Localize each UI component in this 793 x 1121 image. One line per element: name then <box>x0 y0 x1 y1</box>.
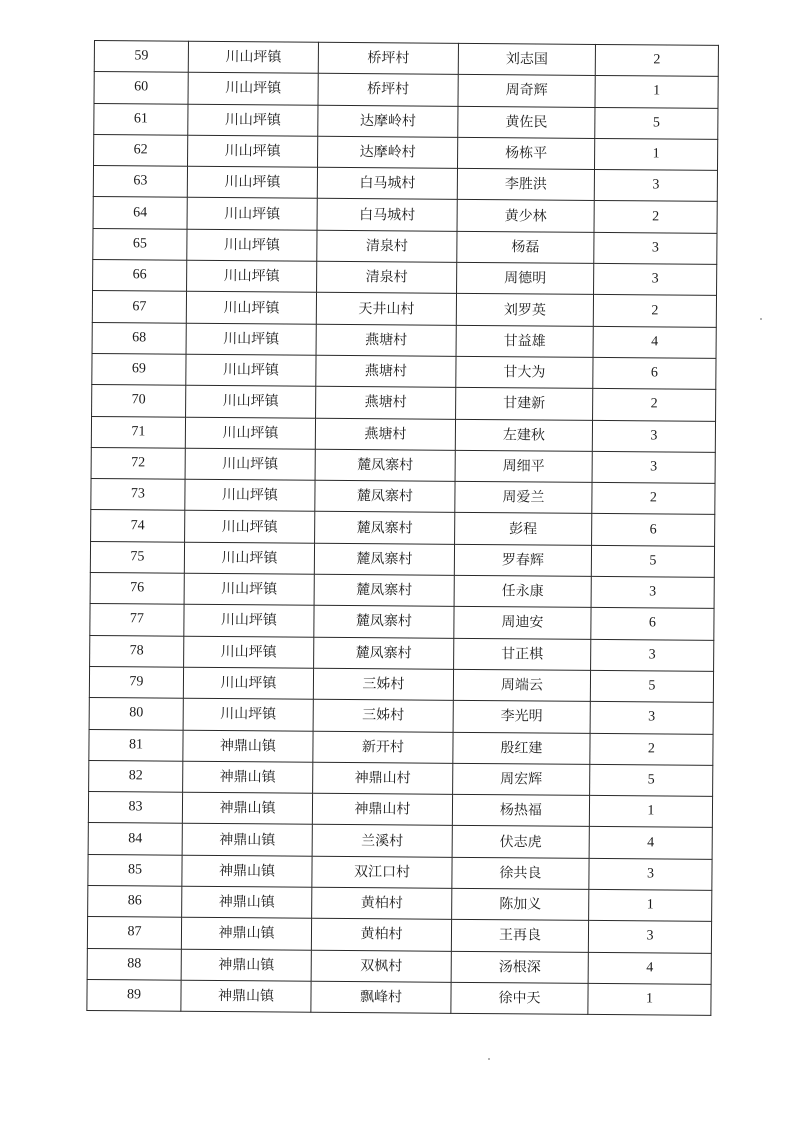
name-cell: 杨栋平 <box>458 137 595 169</box>
table-row <box>92 353 716 389</box>
table-row <box>93 260 717 296</box>
row-index: 78 <box>90 635 184 667</box>
name-cell: 周奇辉 <box>458 75 595 107</box>
village-cell: 麓凤寨村 <box>315 449 455 481</box>
row-index: 60 <box>94 72 188 104</box>
name-cell: 刘罗英 <box>456 294 593 326</box>
row-index: 64 <box>93 197 187 229</box>
town-cell: 神鼎山镇 <box>181 980 311 1012</box>
name-cell: 黄佐民 <box>458 106 595 138</box>
village-cell: 神鼎山村 <box>313 762 453 794</box>
town-cell: 神鼎山镇 <box>183 761 313 793</box>
row-index: 74 <box>91 510 185 542</box>
name-cell: 殷红建 <box>453 732 590 764</box>
table-row <box>91 510 715 546</box>
table-body <box>87 41 719 1016</box>
table-row <box>91 479 715 515</box>
row-index: 68 <box>92 322 186 354</box>
village-cell: 燕塘村 <box>316 387 456 419</box>
town-cell: 川山坪镇 <box>183 667 313 699</box>
town-cell: 川山坪镇 <box>186 385 316 417</box>
table-row <box>93 197 717 233</box>
town-cell: 川山坪镇 <box>184 573 314 605</box>
village-cell: 清泉村 <box>317 230 457 262</box>
village-cell: 飘峰村 <box>311 981 451 1013</box>
village-cell: 达摩岭村 <box>318 105 458 137</box>
town-cell: 川山坪镇 <box>184 636 314 668</box>
count-cell: 2 <box>593 389 716 421</box>
count-cell: 3 <box>588 921 711 953</box>
town-cell: 川山坪镇 <box>187 229 317 261</box>
town-cell: 神鼎山镇 <box>181 918 311 950</box>
town-cell: 川山坪镇 <box>186 323 316 355</box>
town-cell: 神鼎山镇 <box>182 824 312 856</box>
name-cell: 汤根深 <box>451 951 588 983</box>
count-cell: 6 <box>591 608 714 640</box>
row-index: 87 <box>87 917 181 949</box>
row-index: 66 <box>93 260 187 292</box>
row-index: 82 <box>89 760 183 792</box>
table-row <box>94 134 718 170</box>
count-cell: 5 <box>590 670 713 702</box>
row-index: 89 <box>87 979 181 1011</box>
table-row <box>89 760 713 796</box>
name-cell: 甘正棋 <box>454 638 591 670</box>
village-cell: 黄柏村 <box>311 919 451 951</box>
table-row <box>87 948 711 984</box>
count-cell: 1 <box>589 889 712 921</box>
table-row <box>89 698 713 734</box>
village-cell: 桥坪村 <box>318 42 458 74</box>
village-cell: 燕塘村 <box>316 324 456 356</box>
table-row <box>89 729 713 765</box>
town-cell: 川山坪镇 <box>186 354 316 386</box>
town-cell: 川山坪镇 <box>184 605 314 637</box>
table-row <box>87 979 711 1015</box>
count-cell: 3 <box>590 702 713 734</box>
row-index: 62 <box>94 134 188 166</box>
name-cell: 徐中天 <box>451 982 588 1014</box>
village-cell: 三姊村 <box>313 699 453 731</box>
count-cell: 2 <box>594 201 717 233</box>
name-cell: 王再良 <box>451 920 588 952</box>
row-index: 86 <box>88 885 182 917</box>
name-cell: 甘益雄 <box>456 325 593 357</box>
town-cell: 神鼎山镇 <box>183 730 313 762</box>
count-cell: 1 <box>588 983 711 1015</box>
village-cell: 双枫村 <box>311 950 451 982</box>
village-cell: 神鼎山村 <box>312 793 452 825</box>
town-cell: 川山坪镇 <box>183 698 313 730</box>
scan-speck <box>488 1058 490 1060</box>
count-cell: 2 <box>590 733 713 765</box>
table-row <box>89 666 713 702</box>
count-cell: 3 <box>591 576 714 608</box>
count-cell: 5 <box>591 545 714 577</box>
row-index: 71 <box>91 416 185 448</box>
town-cell: 川山坪镇 <box>187 198 317 230</box>
name-cell: 周爱兰 <box>455 482 592 514</box>
beneficiary-table <box>86 40 719 1016</box>
count-cell: 2 <box>595 44 718 76</box>
town-cell: 神鼎山镇 <box>181 949 311 981</box>
count-cell: 5 <box>590 764 713 796</box>
village-cell: 三姊村 <box>313 668 453 700</box>
name-cell: 甘大为 <box>456 356 593 388</box>
town-cell: 川山坪镇 <box>185 511 315 543</box>
village-cell: 达摩岭村 <box>318 136 458 168</box>
town-cell: 川山坪镇 <box>188 135 318 167</box>
name-cell: 左建秋 <box>455 419 592 451</box>
town-cell: 川山坪镇 <box>186 292 316 324</box>
count-cell: 1 <box>595 76 718 108</box>
row-index: 75 <box>90 541 184 573</box>
row-index: 59 <box>94 41 188 73</box>
row-index: 67 <box>92 291 186 323</box>
table-row <box>90 573 714 609</box>
name-cell: 李光明 <box>453 701 590 733</box>
town-cell: 川山坪镇 <box>184 542 314 574</box>
table-row <box>91 416 715 452</box>
row-index: 77 <box>90 604 184 636</box>
town-cell: 川山坪镇 <box>187 166 317 198</box>
count-cell: 4 <box>589 827 712 859</box>
row-index: 65 <box>93 228 187 260</box>
count-cell: 2 <box>592 483 715 515</box>
village-cell: 新开村 <box>313 731 453 763</box>
table-row <box>88 823 712 859</box>
table-row <box>93 228 717 264</box>
count-cell: 3 <box>591 639 714 671</box>
count-cell: 5 <box>595 107 718 139</box>
table-row <box>91 447 715 483</box>
table-row <box>88 885 712 921</box>
village-cell: 麓凤寨村 <box>314 574 454 606</box>
table-row <box>90 541 714 577</box>
table-row <box>94 41 718 77</box>
name-cell: 周细平 <box>455 450 592 482</box>
village-cell: 白马城村 <box>317 199 457 231</box>
town-cell: 神鼎山镇 <box>182 886 312 918</box>
row-index: 85 <box>88 854 182 886</box>
table-row <box>92 291 716 327</box>
row-index: 88 <box>87 948 181 980</box>
table-row <box>90 635 714 671</box>
village-cell: 麓凤寨村 <box>315 480 455 512</box>
count-cell: 6 <box>593 357 716 389</box>
name-cell: 伏志虎 <box>452 826 589 858</box>
town-cell: 川山坪镇 <box>185 448 315 480</box>
name-cell: 杨热福 <box>452 794 589 826</box>
row-index: 84 <box>88 823 182 855</box>
name-cell: 徐共良 <box>452 857 589 889</box>
name-cell: 周德明 <box>457 262 594 294</box>
row-index: 80 <box>89 698 183 730</box>
count-cell: 4 <box>588 952 711 984</box>
count-cell: 4 <box>593 326 716 358</box>
table-row <box>87 917 711 953</box>
village-cell: 桥坪村 <box>318 74 458 106</box>
count-cell: 3 <box>594 170 717 202</box>
town-cell: 川山坪镇 <box>185 479 315 511</box>
village-cell: 双江口村 <box>312 856 452 888</box>
name-cell: 杨磊 <box>457 231 594 263</box>
scan-speck <box>760 318 762 320</box>
table-row <box>94 72 718 108</box>
town-cell: 神鼎山镇 <box>182 855 312 887</box>
table-row <box>88 854 712 890</box>
count-cell: 1 <box>594 138 717 170</box>
row-index: 61 <box>94 103 188 135</box>
town-cell: 川山坪镇 <box>188 104 318 136</box>
row-index: 76 <box>90 573 184 605</box>
count-cell: 2 <box>593 295 716 327</box>
count-cell: 3 <box>594 264 717 296</box>
row-index: 83 <box>88 792 182 824</box>
town-cell: 川山坪镇 <box>185 417 315 449</box>
name-cell: 周端云 <box>453 669 590 701</box>
count-cell: 1 <box>589 796 712 828</box>
name-cell: 周宏辉 <box>453 763 590 795</box>
name-cell: 刘志国 <box>458 43 595 75</box>
table-row <box>92 385 716 421</box>
table-row <box>93 166 717 202</box>
row-index: 81 <box>89 729 183 761</box>
count-cell: 6 <box>592 514 715 546</box>
name-cell: 罗春辉 <box>454 544 591 576</box>
village-cell: 燕塘村 <box>315 418 455 450</box>
name-cell: 周迪安 <box>454 607 591 639</box>
village-cell: 麓凤寨村 <box>314 606 454 638</box>
count-cell: 3 <box>592 451 715 483</box>
row-index: 70 <box>92 385 186 417</box>
name-cell: 黄少林 <box>457 200 594 232</box>
town-cell: 川山坪镇 <box>187 260 317 292</box>
village-cell: 麓凤寨村 <box>315 512 455 544</box>
table-row <box>88 792 712 828</box>
name-cell: 李胜洪 <box>457 169 594 201</box>
town-cell: 川山坪镇 <box>188 41 318 73</box>
village-cell: 黄柏村 <box>312 887 452 919</box>
town-cell: 神鼎山镇 <box>182 792 312 824</box>
row-index: 72 <box>91 447 185 479</box>
town-cell: 川山坪镇 <box>188 73 318 105</box>
table-row <box>90 604 714 640</box>
village-cell: 兰溪村 <box>312 825 452 857</box>
row-index: 79 <box>89 666 183 698</box>
row-index: 73 <box>91 479 185 511</box>
village-cell: 燕塘村 <box>316 355 456 387</box>
name-cell: 甘建新 <box>456 388 593 420</box>
village-cell: 麓凤寨村 <box>314 543 454 575</box>
name-cell: 任永康 <box>454 575 591 607</box>
village-cell: 麓凤寨村 <box>314 637 454 669</box>
name-cell: 陈加义 <box>452 888 589 920</box>
table-row <box>94 103 718 139</box>
village-cell: 天井山村 <box>316 293 456 325</box>
village-cell: 白马城村 <box>317 167 457 199</box>
count-cell: 3 <box>592 420 715 452</box>
name-cell: 彭程 <box>455 513 592 545</box>
count-cell: 3 <box>589 858 712 890</box>
count-cell: 3 <box>594 232 717 264</box>
row-index: 69 <box>92 353 186 385</box>
village-cell: 清泉村 <box>317 261 457 293</box>
table-row <box>92 322 716 358</box>
row-index: 63 <box>93 166 187 198</box>
